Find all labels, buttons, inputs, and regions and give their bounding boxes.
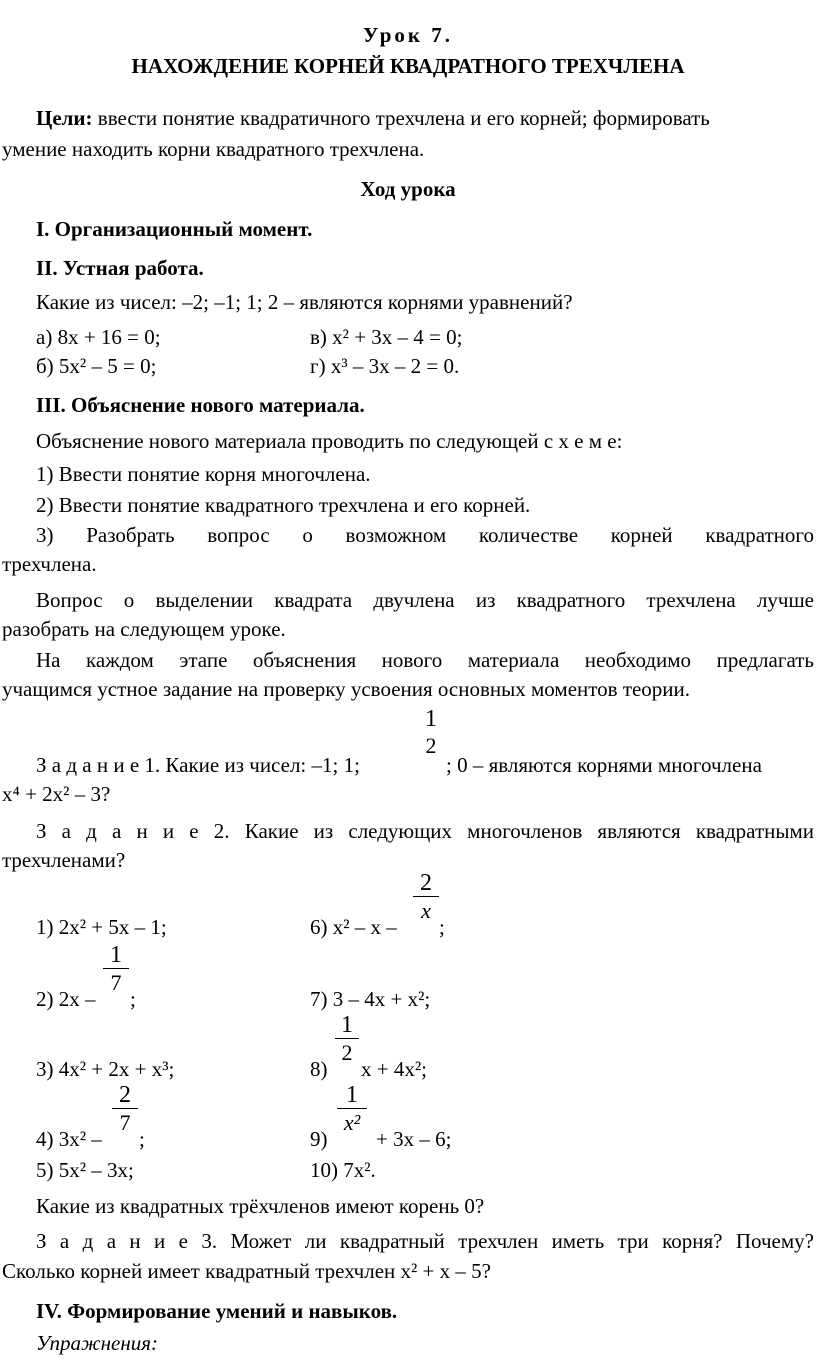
polynomial-9-denominator: x² (337, 1108, 367, 1134)
polynomial-6-suffix: ; (439, 915, 445, 939)
oral-question: Какие из чисел: –2; –1; 1; 2 – являются корнями уравнений? (36, 290, 573, 314)
section-1-heading: I. Организационный момент. (36, 217, 313, 241)
task-2-text-1: 2. Какие из следующих многочленов являются квадратными (213, 819, 815, 843)
task-3-text-2: Сколько корней имеет квадратный трехчлен x² + x – 5? (2, 1259, 491, 1283)
goals-label: Цели: (36, 106, 93, 130)
task-1-label: З а д а н и е (36, 753, 140, 777)
polynomial-9-fraction (337, 1084, 367, 1134)
polynomial-4-suffix: ; (139, 1127, 145, 1151)
explanation-intro: Объяснение нового материала проводить по следующей с х е м е: (36, 429, 623, 453)
task-1-polynomial: x⁴ + 2x² – 3? (2, 782, 111, 806)
task-1-fraction-numerator: 1 (425, 706, 437, 732)
polynomial-10: 10) 7x². (310, 1158, 376, 1182)
section-4-heading: IV. Формирование умений и навыков. (36, 1299, 398, 1323)
equation-b: б) 5x² – 5 = 0; (36, 354, 157, 378)
goals-text-1: ввести понятие квадратичного трехчлена и его корней; формировать (92, 106, 710, 130)
polynomial-1: 1) 2x² + 5x – 1; (36, 915, 167, 939)
polynomial-6-fraction (413, 872, 439, 922)
goals-line-1 (36, 105, 710, 131)
equation-g: г) x³ – 3x – 2 = 0. (310, 354, 460, 378)
polynomial-8-fraction (335, 1014, 359, 1064)
section-3-heading: III. Объяснение нового материала. (36, 393, 365, 417)
zero-root-question: Какие из квадратных трёхчленов имеют корень 0? (36, 1194, 485, 1218)
section-2-heading: II. Устная работа. (36, 256, 204, 280)
task-2-label: З а д а н и е (36, 819, 199, 843)
polynomial-8-numerator: 1 (341, 1012, 353, 1038)
polynomial-2-suffix: ; (130, 987, 136, 1011)
task-2-text-2: трехчленами? (2, 848, 126, 872)
step-1: 1) Ввести понятие корня многочлена. (36, 462, 371, 486)
task-3-label: З а д а н и е (36, 1229, 188, 1253)
equation-a: а) 8x + 16 = 0; (36, 325, 161, 349)
task-1-fraction (419, 708, 443, 757)
polynomial-8-suffix: x + 4x²; (361, 1057, 427, 1081)
task-3-text-1: 3. Может ли квадратный трехчлен иметь три корня? Почему? (201, 1229, 814, 1253)
polynomial-9-prefix: 9) (310, 1127, 328, 1151)
polynomial-4-fraction (112, 1084, 138, 1134)
polynomial-6-denominator: x (413, 896, 439, 922)
step-2: 2) Ввести понятие квадратного трехчлена и его корней. (36, 493, 531, 517)
polynomial-6-numerator: 2 (420, 870, 432, 896)
exercises-label: Упражнения: (36, 1331, 158, 1355)
polynomial-8-denominator: 2 (335, 1038, 359, 1064)
paragraph-1-line-2: разобрать на следующем уроке. (2, 617, 286, 641)
paragraph-2-line-2: учащимся устное задание на проверку усвоения основных моментов теории. (2, 677, 691, 701)
task-1-line-1 (36, 752, 360, 778)
task-1-text-a: 1. Какие из чисел: –1; 1; (144, 753, 360, 777)
polynomial-4-prefix: 4) 3x² – (36, 1127, 102, 1151)
task-1-text-b: ; 0 – являются корнями многочлена (446, 753, 762, 777)
step-3-line-1: 3) Разобрать вопрос о возможном количестве корней квадратного (36, 523, 814, 547)
paragraph-2-line-1: На каждом этапе объяснения нового материала необходимо предлагать (36, 648, 814, 672)
polynomial-9-numerator: 1 (346, 1082, 358, 1108)
polynomial-3: 3) 4x² + 2x + x³; (36, 1057, 175, 1081)
page-title: НАХОЖДЕНИЕ КОРНЕЙ КВАДРАТНОГО ТРЕХЧЛЕНА (131, 54, 685, 78)
polynomial-2-fraction (103, 944, 129, 994)
polynomial-2-numerator: 1 (110, 942, 122, 968)
lesson-number: Урок 7. (363, 23, 453, 47)
task-3-line-1 (36, 1228, 814, 1254)
equation-v: в) x² + 3x – 4 = 0; (310, 325, 463, 349)
polynomial-4-numerator: 2 (119, 1082, 131, 1108)
paragraph-1-line-1: Вопрос о выделении квадрата двучлена из квадратного трехчлена лучше (36, 588, 814, 612)
polynomial-6-prefix: 6) x² – x – (310, 915, 397, 939)
goals-text-2: умение находить корни квадратного трехчлена. (2, 137, 425, 161)
polynomial-2-prefix: 2) 2x – (36, 987, 96, 1011)
task-2-line-1 (36, 818, 814, 844)
course-heading: Ход урока (360, 177, 456, 201)
polynomial-7: 7) 3 – 4x + x²; (310, 987, 431, 1011)
task-1-fraction-denominator: 2 (425, 733, 437, 758)
polynomial-8-prefix: 8) (310, 1057, 328, 1081)
polynomial-5: 5) 5x² – 3x; (36, 1158, 134, 1182)
step-3-line-2: трехчлена. (2, 552, 97, 576)
polynomial-2-denominator: 7 (103, 968, 129, 994)
polynomial-9-suffix: + 3x – 6; (376, 1127, 452, 1151)
polynomial-4-denominator: 7 (112, 1108, 138, 1134)
